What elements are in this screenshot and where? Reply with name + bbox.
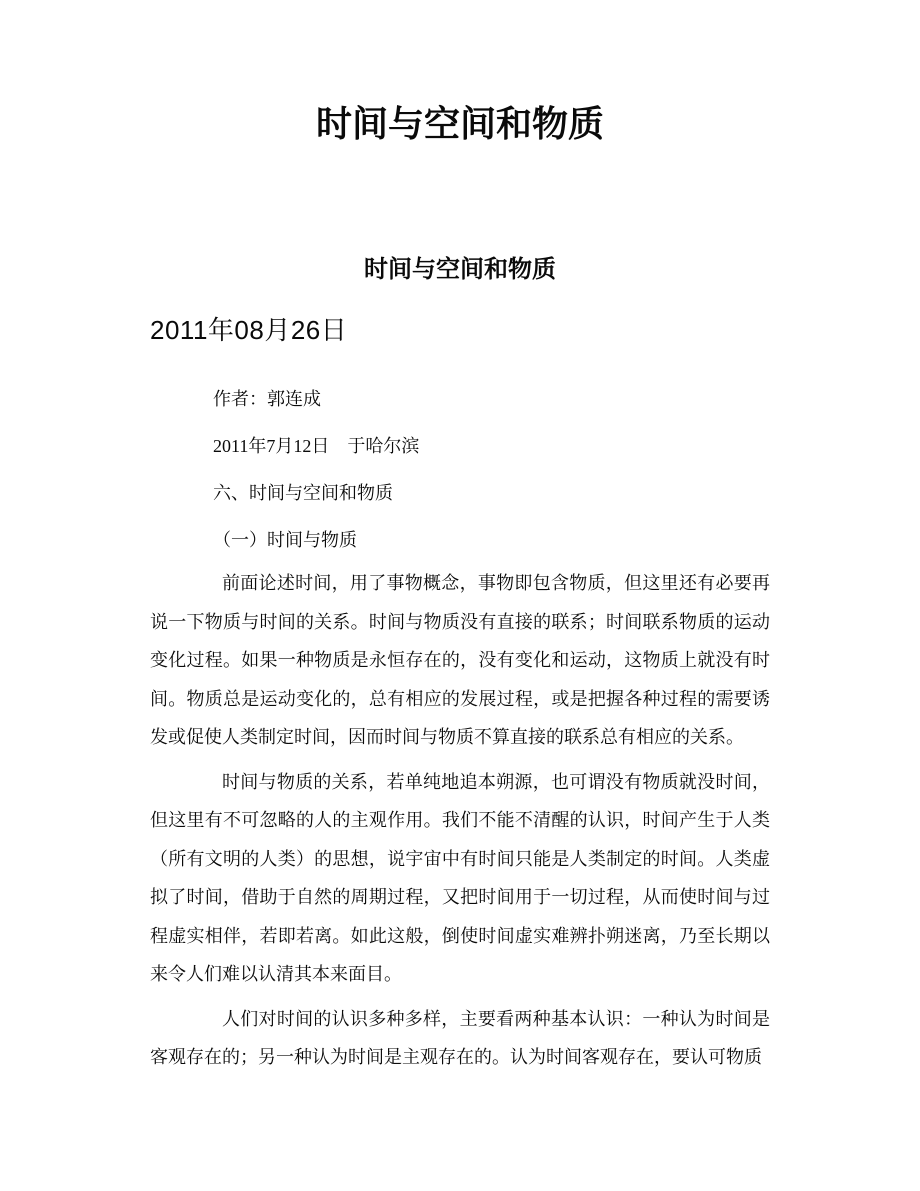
article-title: 时间与空间和物质 (364, 257, 556, 283)
meta-block (150, 376, 770, 564)
publish-date: 2011年08月26日 (150, 315, 348, 345)
document-main-title: 时间与空间和物质 (315, 104, 604, 144)
paragraph: 前面论述时间，用了事物概念，事物即包含物质，但这里还有必要再说一下物质与时间的关系。时间与物质没有直接的联系；时间联系物质的运动变化过程。如果一种物质是永恒存在的，没有变化和运动，这物质上就没有时间。物质总是运动变化的，总有相应的发展过程，或是把握各种过程的需要诱发或促使人类制定时间，因而时间与物质不算直接的联系总有相应的关系。 (150, 573, 770, 747)
author-line: 作者：郭连成 (213, 389, 321, 409)
article-body (150, 564, 770, 1077)
date-location-line: 2011年7月12日 于哈尔滨 (213, 436, 420, 456)
section-heading: 六、时间与空间和物质 (213, 483, 393, 503)
paragraph: 人们对时间的认识多种多样，主要看两种基本认识：一种认为时间是客观存在的；另一种认为时间是主观存在的。认为时间客观存在，要认可物质 (150, 1008, 770, 1067)
paragraph: 时间与物质的关系，若单纯地追本朔源，也可谓没有物质就没时间，但这里有不可忽略的人的主观作用。我们不能不清醒的认识，时间产生于人类（所有文明的人类）的思想，说宇宙中有时间只能是人类制定的时间。人类虚拟了时间，借助于自然的周期过程，又把时间用于一切过程，从而使时间与过程虚实相伴，若即若离。如此这般，倒使时间虚实难辨扑朔迷离，乃至长期以来令人们难以认清其本来面目。 (150, 771, 770, 984)
subsection-heading: （一）时间与物质 (213, 530, 357, 550)
